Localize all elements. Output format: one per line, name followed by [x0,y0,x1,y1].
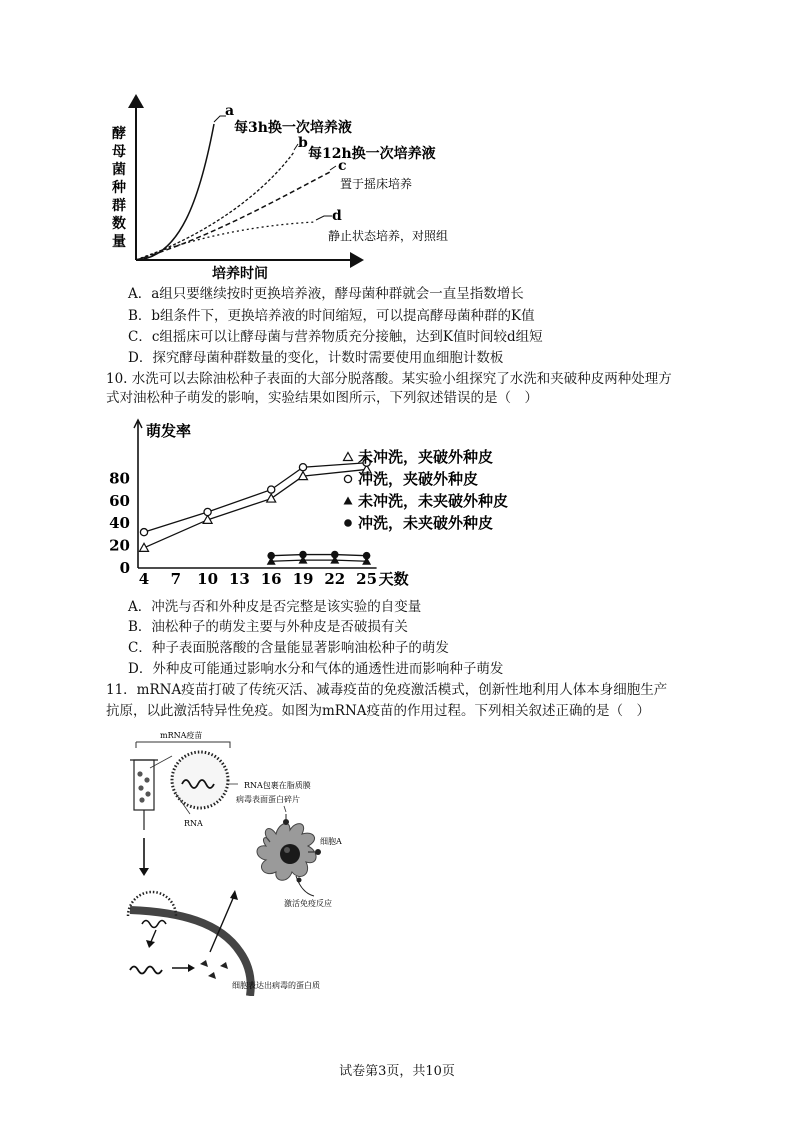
x-tick-label: 7 [170,570,182,588]
svg-text:种: 种 [112,180,126,196]
fragment-icon [283,814,289,825]
data-point-1 [267,494,276,502]
x-tick-label: 19 [292,570,314,588]
x-tick-label: 16 [260,570,282,588]
y-tick-label: 80 [109,469,130,488]
page-footer: 试卷第3页，共10页 [339,1064,455,1079]
yeast-population-figure [100,88,500,280]
q11-stem-line1: 11．mRNA疫苗打破了传统灭活、减毒疫苗的免疫激活模式，创新性地利用人体本身细胞生产 [106,682,668,698]
express-label: 细胞表达出病毒的蛋白质 [232,981,320,990]
data-point-4 [331,551,339,559]
data-point-4 [363,552,371,560]
q9-option-b: B．b组条件下，更换培养液的时间缩短，可以提高酵母菌种群的K值 [128,308,535,324]
data-point-1 [140,543,149,551]
q10-option-a: A．冲洗与否和外种皮是否完整是该实验的自变量 [128,599,422,615]
cell-a-label: 细胞A [320,837,342,846]
q10-stem-line2: 式对油松种子萌发的影响，实验结果如图所示，下列叙述错误的是（ ） [106,390,538,406]
x-tick-label: 13 [228,570,250,588]
x-tick-label: 22 [324,570,346,588]
data-point-2 [299,464,306,471]
svg-text:菌: 菌 [112,162,126,178]
data-point-2 [140,529,147,536]
legend-label-3: 未冲洗，未夹破外种皮 [358,492,509,510]
q9-option-d: D．探究酵母菌种群数量的变化，计数时需要使用血细胞计数板 [128,350,504,366]
legend-label-4: 冲洗，未夹破外种皮 [358,514,494,532]
x-tick-label: 25 [356,570,378,588]
data-point-4 [299,551,307,559]
zoom-line [150,756,172,768]
y-axis-label [111,125,126,250]
svg-text:母: 母 [112,144,126,160]
curve-c-label: 置于摇床培养 [340,177,413,191]
legend-marker-2 [344,475,351,482]
legend-label-2: 冲洗，夹破外种皮 [358,470,479,488]
curve-a [136,124,214,260]
data-point-2 [268,486,275,493]
y-axis-label: 萌发率 [146,422,192,440]
curve-d [136,222,316,260]
q9-option-c: C．c组摇床可以让酵母菌与营养物质充分接触，达到K值时间较d组短 [128,329,543,345]
y-tick-label: 60 [109,491,130,510]
fragment-label: 病毒表面蛋白碎片 [236,795,300,804]
svg-text:酵: 酵 [112,126,126,142]
q10-option-b: B．油松种子的萌发主要与外种皮是否破损有关 [128,619,408,635]
x-tick-label: 4 [138,570,150,588]
curve-c [136,172,330,260]
curve-a-letter: a [225,103,235,119]
q9-option-a: A．a组只要继续按时更换培养液，酵母菌种群就会一直呈指数增长 [128,286,524,302]
mrna-vaccine-figure [120,726,390,996]
legend-marker-3 [344,497,353,505]
curve-b-letter: b [298,135,308,151]
curve-b-label: 每12h换一次培养液 [308,146,436,162]
series-line-3 [271,560,366,561]
x-axis-label: 培养时间 [212,266,268,280]
series-line-1 [144,469,367,547]
curve-b [136,152,294,260]
q10-option-c: C．种子表面脱落酸的含量能显著影响油松种子的萌发 [128,640,449,656]
chart-legend [344,448,509,533]
svg-text:数: 数 [112,216,126,232]
data-point-4 [267,552,275,560]
activate-label: 激活免疫反应 [284,899,332,908]
cell-a-icon [257,823,316,880]
vaccine-label: mRNA疫苗 [160,731,203,740]
y-tick-label: 40 [109,514,130,533]
chart-series [140,459,372,565]
leader-c [330,166,336,170]
germination-chart [108,414,548,590]
vaccine-bracket [136,742,230,748]
x-tick-label: 10 [197,570,219,588]
q10-option-d: D．外种皮可能通过影响水分和气体的通透性进而影响种子萌发 [128,661,504,677]
legend-marker-1 [344,453,353,461]
legend-marker-4 [344,519,352,527]
rna-label: RNA [184,819,203,828]
y-tick-label: 0 [119,559,130,577]
series-line-4 [271,555,366,556]
protein-icon [200,960,228,979]
leader-d [316,216,332,220]
curve-a-label: 每3h换一次培养液 [234,120,352,136]
legend-label-1: 未冲洗，夹破外种皮 [358,448,494,466]
syringe-icon [130,760,158,830]
rna-inside-icon [130,967,162,974]
svg-text:群: 群 [112,198,126,214]
curve-c-letter: c [338,158,347,174]
curve-d-letter: d [332,208,342,224]
y-tick-label: 20 [109,536,130,555]
lipid-label: RNA包裹在脂质膜 [244,781,311,790]
q10-stem-line1: 10. 水洗可以去除油松种子表面的大部分脱落酸。某实验小组探究了水洗和夹破种皮两种处理方 [106,371,672,387]
svg-text:量: 量 [112,234,126,250]
data-point-2 [204,508,211,515]
x-axis-label: 天数 [378,570,409,588]
q11-stem-line2: 抗原，以此激活特异性免疫。如图为mRNA疫苗的作用过程。下列相关叙述正确的是（ ） [106,703,651,719]
fragment-pointer [284,806,286,812]
curve-d-label: 静止状态培养，对照组 [328,229,449,243]
